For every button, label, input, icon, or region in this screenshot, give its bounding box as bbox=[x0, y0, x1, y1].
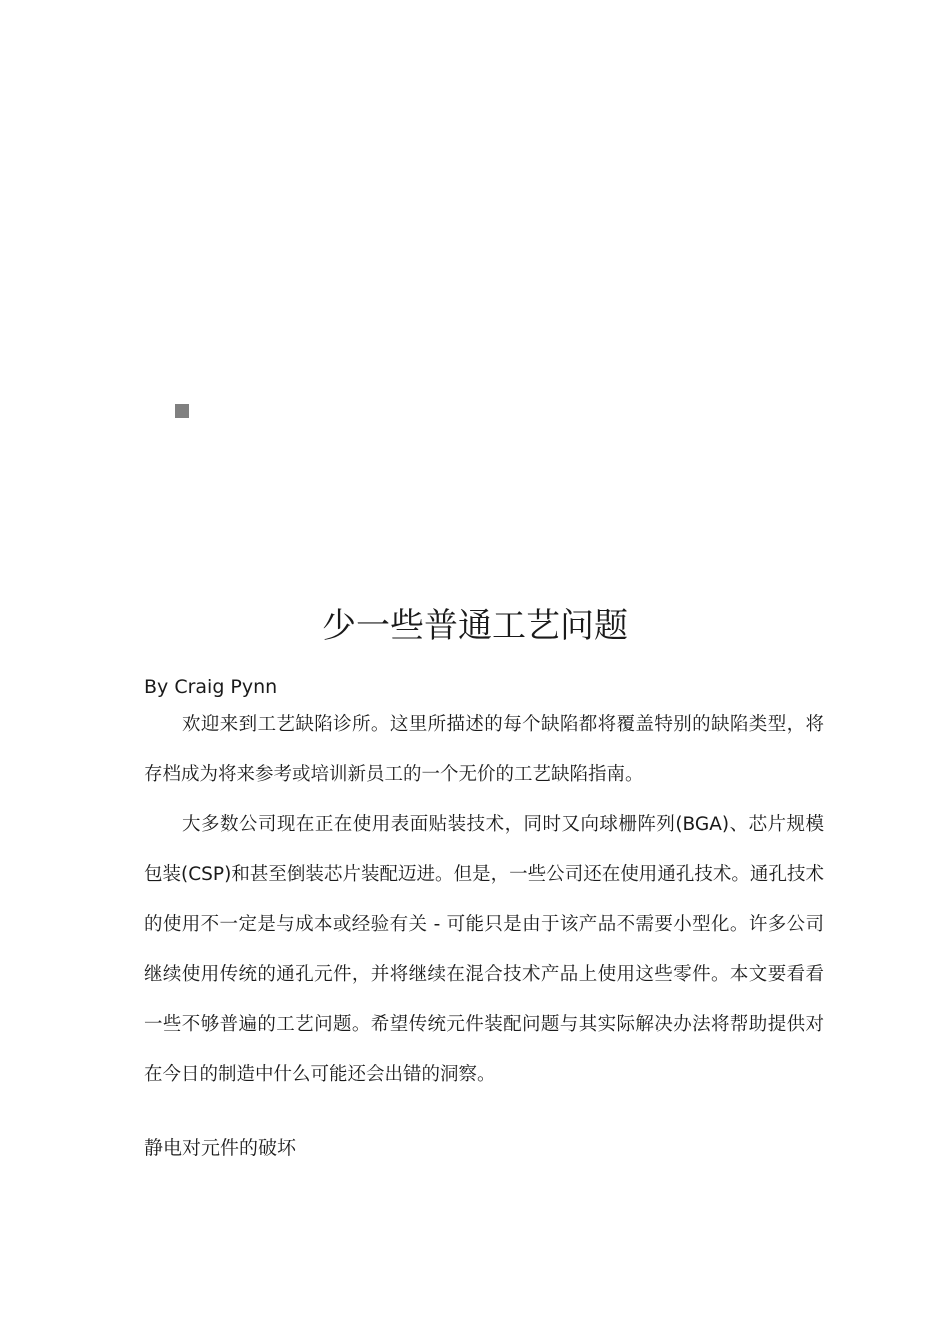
body-paragraph: 大多数公司现在正在使用表面贴装技术，同时又向球栅阵列(BGA)、芯片规模包装(CSP)和甚至倒装芯片装配迈进。但是，一些公司还在使用通孔技术。通孔技术的使用不一定是与成本或经验有关 - 可能只是由于该产品不需要小型化。许多公司继续使用传统的通孔元件，并将继续在混合技术产品上使用这些零件。本文要看看一些不够普遍的工艺问题。希望传统元件装配问题与其实际解决办法将帮助提供对在今日的制造中什么可能还会出错的洞察。 bbox=[144, 814, 824, 1085]
article-byline: By Craig Pynn bbox=[144, 676, 278, 698]
section-heading: 静电对元件的破坏 bbox=[144, 1137, 297, 1159]
intro-paragraph: 欢迎来到工艺缺陷诊所。这里所描述的每个缺陷都将覆盖特别的缺陷类型，将存档成为将来参考或培训新员工的一个无价的工艺缺陷指南。 bbox=[144, 714, 824, 785]
article-title: 少一些普通工艺问题 bbox=[322, 606, 628, 646]
image-placeholder-icon bbox=[175, 404, 189, 418]
